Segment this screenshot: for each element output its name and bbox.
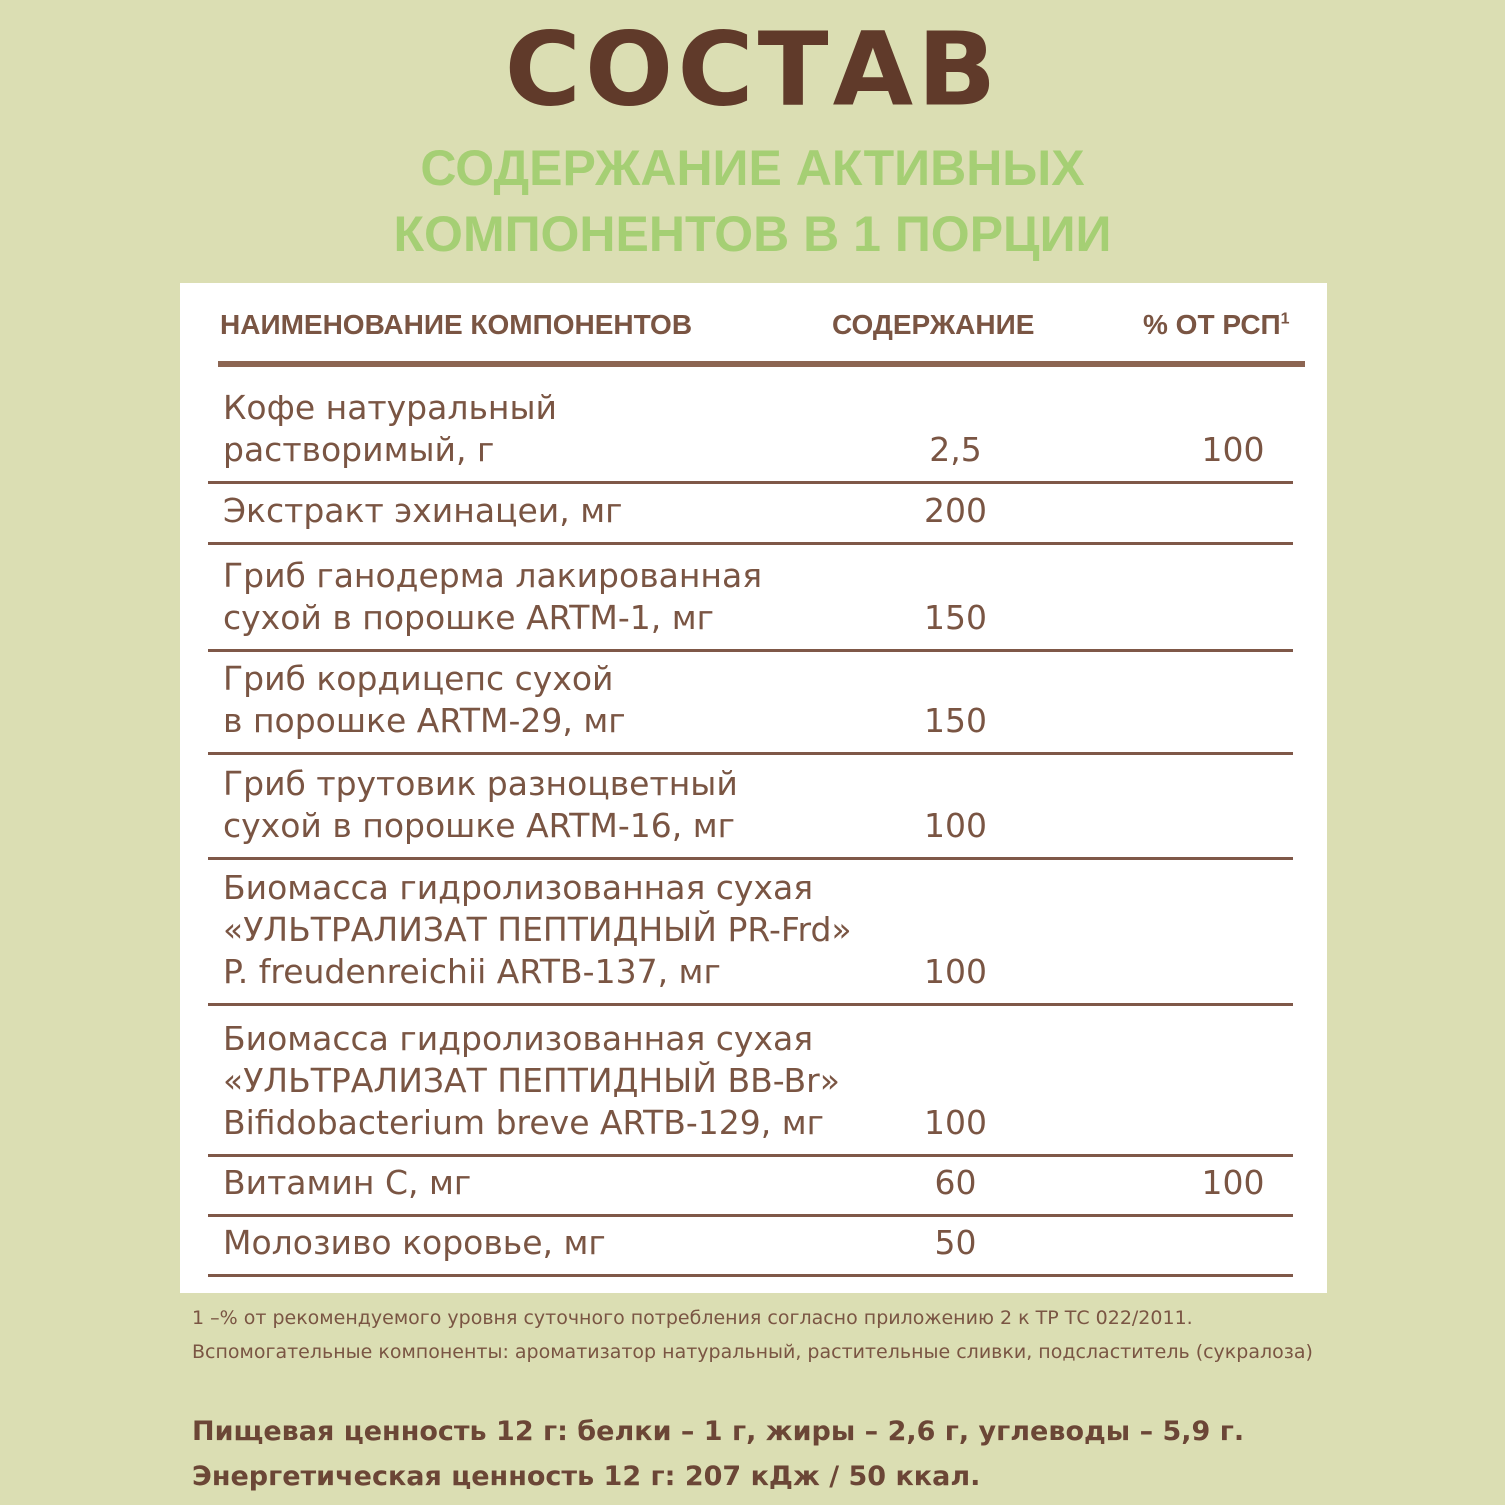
component-name-line: Биомасса гидролизованная сухая (223, 868, 814, 907)
subtitle (0, 135, 1505, 267)
component-name-line: Bifidobacterium breve ARTB-129, мг (223, 1103, 824, 1142)
component-name (223, 490, 622, 532)
table-row (208, 545, 1293, 652)
rsp-footnote: 1 –% от рекомендуемого уровня суточного потребления согласно приложению 2 к ТР ТС 022/2011. (192, 1307, 1193, 1329)
table-row (208, 484, 1293, 545)
component-name-line: Витамин С, мг (223, 1163, 472, 1202)
table-row (208, 860, 1293, 1006)
component-amount: 100 (924, 806, 987, 845)
component-name-line: «УЛЬТРАЛИЗАТ ПЕПТИДНЫЙ BB-Br» (223, 1061, 840, 1100)
subtitle-line-1: СОДЕРЖАНИЕ АКТИВНЫХ (420, 140, 1085, 196)
component-name-line: Гриб трутовик разноцветный (223, 764, 738, 803)
component-amount: 60 (934, 1163, 977, 1202)
component-name (223, 763, 738, 847)
component-name-line: Биомасса гидролизованная сухая (223, 1019, 814, 1058)
component-name (223, 658, 626, 742)
component-name-line: P. freudenreichii ARTB-137, мг (223, 952, 721, 991)
component-amount: 200 (924, 491, 987, 530)
component-name (223, 1018, 840, 1144)
header-divider (218, 361, 1305, 367)
header-rsp-label: % ОТ РСП (1143, 309, 1281, 340)
component-name (223, 387, 557, 471)
table-header (220, 309, 1305, 353)
page-title: СОСТАВ (504, 9, 1001, 129)
component-name-line: Молозиво коровье, мг (223, 1223, 606, 1262)
component-name-line: Гриб кордицепс сухой (223, 659, 614, 698)
table-row (208, 755, 1293, 860)
component-name (223, 555, 762, 639)
component-rsp-percent: 100 (1201, 1163, 1265, 1202)
table-row (208, 1217, 1293, 1277)
component-amount: 150 (924, 598, 987, 637)
component-name-line: сухой в порошке ARTM-1, мг (223, 598, 714, 637)
table-row (208, 1006, 1293, 1157)
component-name-line: Экстракт эхинацеи, мг (223, 491, 623, 530)
component-rsp-percent: 100 (1201, 430, 1265, 469)
header-amount: СОДЕРЖАНИЕ (832, 309, 1035, 340)
component-amount: 50 (934, 1223, 977, 1262)
table-row (208, 375, 1293, 484)
auxiliary-components-note: Вспомогательные компоненты: ароматизатор натуральный, растительные сливки, подсластитель (сукралоза) (192, 1341, 1313, 1363)
component-amount: 100 (924, 952, 987, 991)
component-amount: 100 (924, 1103, 987, 1142)
component-name-line: сухой в порошке ARTM-16, мг (223, 806, 735, 845)
component-name-line: в порошке ARTM-29, мг (223, 701, 626, 740)
component-name-line: «УЛЬТРАЛИЗАТ ПЕПТИДНЫЙ PR-Frd» (223, 910, 852, 949)
food-value: Пищевая ценность 12 г: белки – 1 г, жиры – 2,6 г, углеводы – 5,9 г. (192, 1416, 1245, 1447)
component-name-line: Гриб ганодерма лакированная (223, 556, 763, 595)
table-row (208, 1157, 1293, 1217)
component-name-line: Кофе натуральный (223, 388, 557, 427)
header-rsp-percent (1143, 309, 1290, 341)
header-component-name: НАИМЕНОВАНИЕ КОМПОНЕНТОВ (220, 309, 693, 340)
component-name (223, 1162, 471, 1204)
energy-value: Энергетическая ценность 12 г: 207 кДж / 50 ккал. (192, 1461, 981, 1492)
table-row (208, 652, 1293, 755)
component-name-line: растворимый, г (223, 430, 495, 469)
subtitle-line-2: КОМПОНЕНТОВ В 1 ПОРЦИИ (393, 206, 1112, 262)
component-amount: 150 (924, 701, 987, 740)
header-rsp-footnote-mark: 1 (1280, 310, 1290, 328)
component-amount: 2,5 (929, 430, 982, 469)
composition-table (180, 283, 1327, 1293)
component-name (223, 867, 852, 993)
component-name (223, 1222, 606, 1264)
